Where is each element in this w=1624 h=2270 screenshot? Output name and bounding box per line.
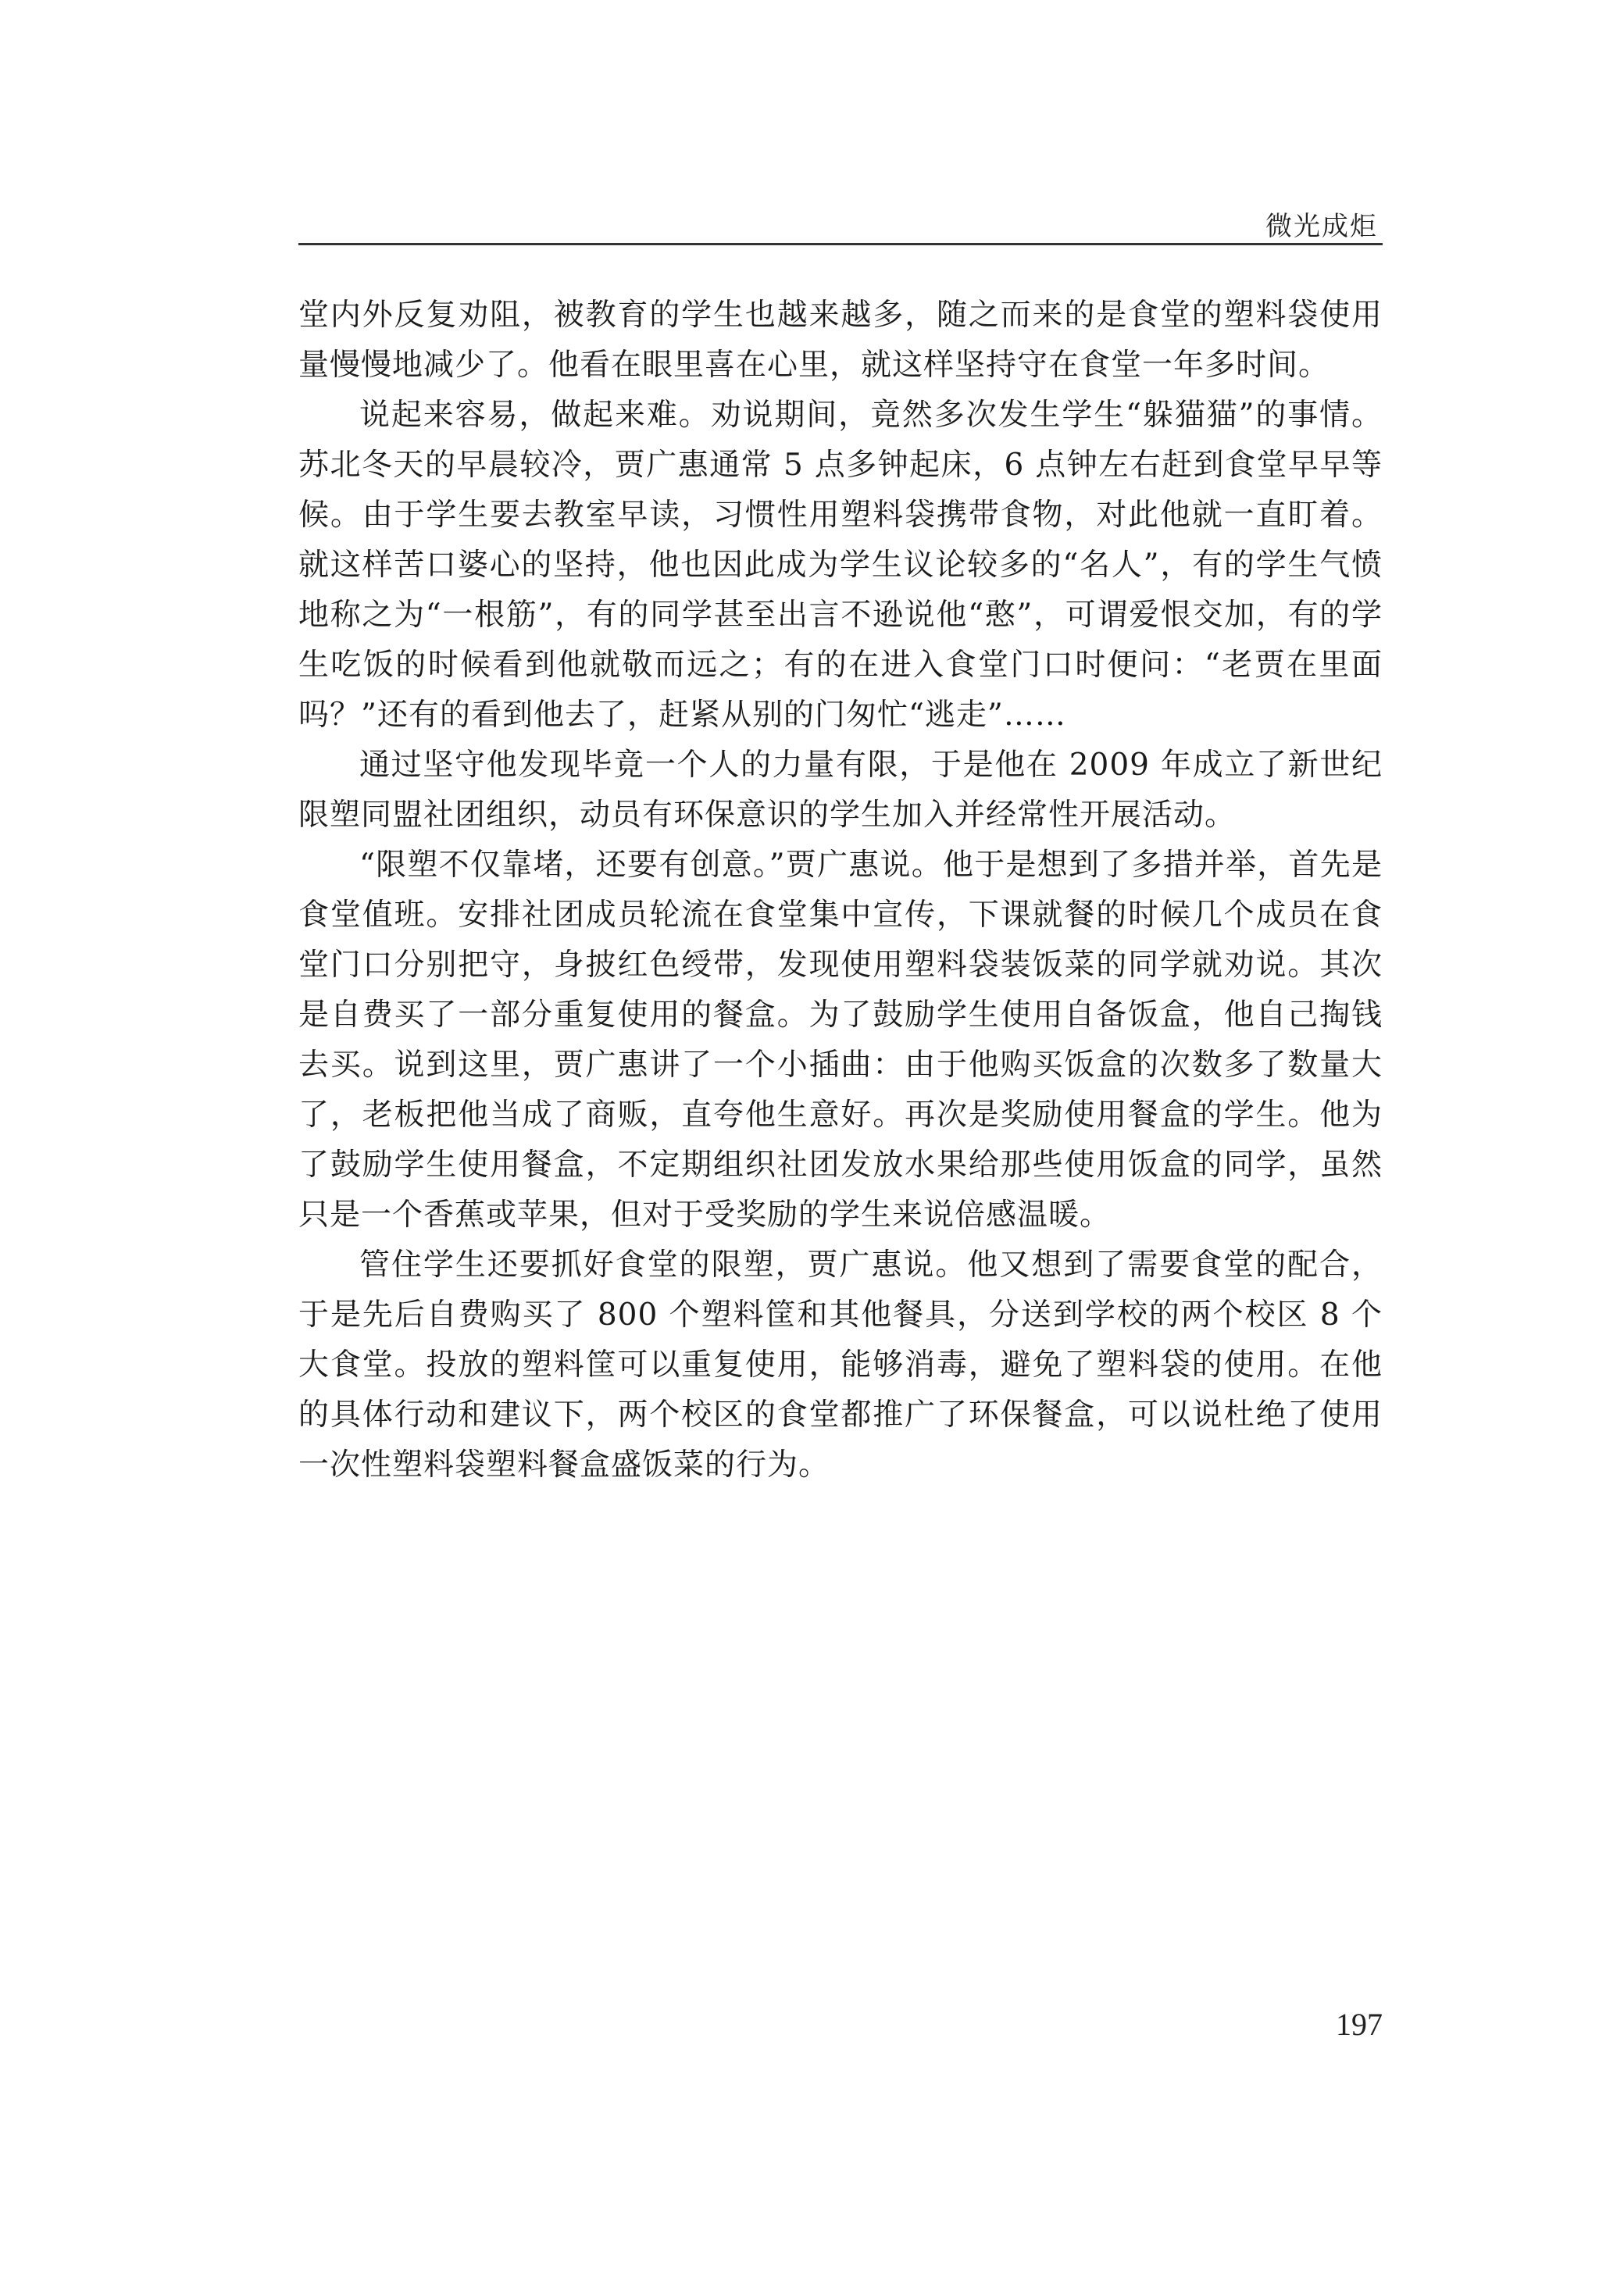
paragraph-3: 通过坚守他发现毕竟一个人的力量有限，于是他在 2009 年成立了新世纪限塑同盟社团组织，动员有环保意识的学生加入并经常性开展活动。: [298, 748, 1383, 833]
paragraph-4: “限塑不仅靠堵，还要有创意。”贾广惠说。他于是想到了多措并举，首先是食堂值班。安排社团成员轮流在食堂集中宣传，下课就餐的时候几个成员在食堂门口分别把守，身披红色绶带，发现使用塑料袋装饭菜的同学就劝说。其次是自费买了一部分重复使用的餐盒。为了鼓励学生使用自备饭盒，他自己掏钱去买。说到这里，贾广惠讲了一个小插曲：由于他购买饭盒的次数多了数量大了，老板把他当成了商贩，直夸他生意好。再次是奖励使用餐盒的学生。他为了鼓励学生使用餐盒，不定期组织社团发放水果给那些使用饭盒的同学，虽然只是一个香蕉或苹果，但对于受奖励的学生来说倍感温暖。: [298, 848, 1383, 1233]
running-header: [298, 202, 1383, 245]
page-number: 197: [1336, 2007, 1383, 2042]
running-header-title: 微光成炬: [1265, 211, 1378, 242]
paragraph-2: 说起来容易，做起来难。劝说期间，竟然多次发生学生“躲猫猫”的事情。苏北冬天的早晨较冷，贾广惠通常 5 点多钟起床，6 点钟左右赶到食堂早早等候。由于学生要去教室早读，习惯性用塑料袋携带食物，对此他就一直盯着。就这样苦口婆心的坚持，他也因此成为学生议论较多的“名人”，有的学生气愤地称之为“一根筋”，有的同学甚至出言不逊说他“憨”，可谓爱恨交加，有的学生吃饭的时候看到他就敬而远之；有的在进入食堂门口时便问：“老贾在里面吗？”还有的看到他去了，赶紧从别的门匆忙“逃走”……: [298, 398, 1383, 733]
body-text: [298, 291, 1383, 1490]
paragraph-5: 管住学生还要抓好食堂的限塑，贾广惠说。他又想到了需要食堂的配合，于是先后自费购买了 800 个塑料筐和其他餐具，分送到学校的两个校区 8 个大食堂。投放的塑料筐可以重复使用，能够消毒，避免了塑料袋的使用。在他的具体行动和建议下，两个校区的食堂都推广了环保餐盒，可以说杜绝了使用一次性塑料袋塑料餐盒盛饭菜的行为。: [298, 1247, 1383, 1483]
paragraph-1: 堂内外反复劝阻，被教育的学生也越来越多，随之而来的是食堂的塑料袋使用量慢慢地减少了。他看在眼里喜在心里，就这样坚持守在食堂一年多时间。: [298, 298, 1383, 383]
